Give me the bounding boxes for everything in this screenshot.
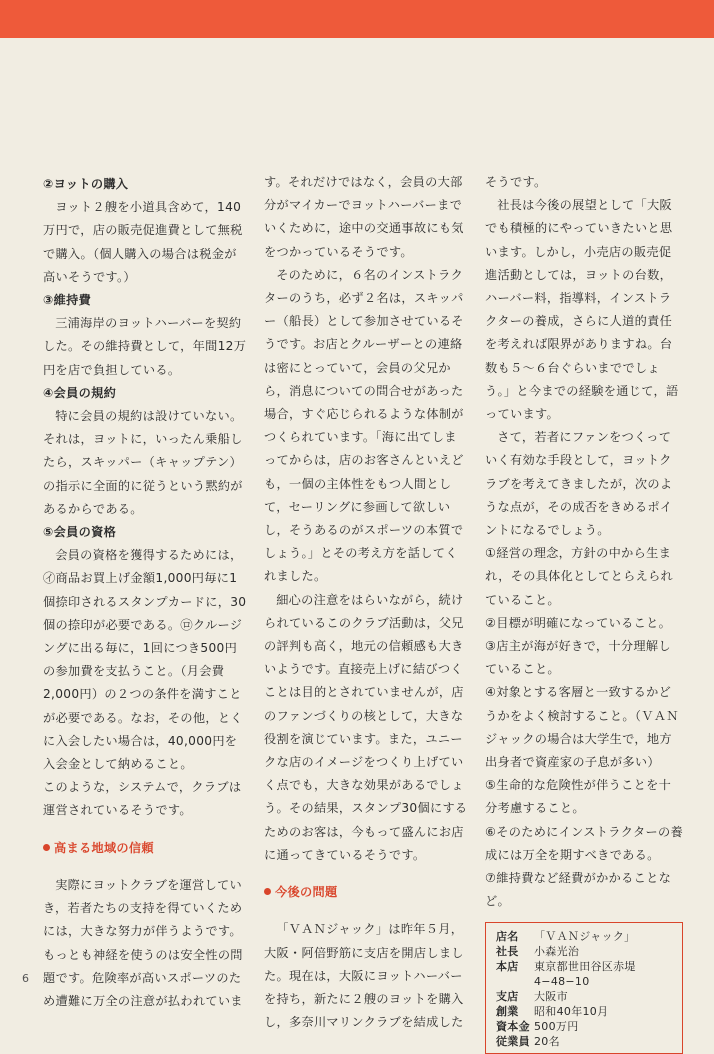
text-line: ⑤生命的な危険性が伴うことを十分考慮すること。 [485,778,672,816]
column-2 [264,171,469,1034]
info-key: 資本金 [496,1019,530,1033]
info-row [496,944,674,959]
section-heading [264,881,469,904]
info-value: 東京都世田谷区赤堤4−48−10 [534,959,636,988]
subheading: ⑤会員の資格 [43,525,117,540]
text-line: ⑥そのためにインストラクターの養成には万全を期すべきである。 [485,824,683,862]
info-value: 昭和40年10月 [534,1004,609,1018]
subheading: ②ヨットの購入 [43,177,129,191]
info-row [496,1019,674,1034]
bullet-dot-icon [264,888,271,895]
text-line: ①経営の理念，方針の中から生まれ，その具体化としてとらえられていること。 [485,546,674,607]
paragraph: そのために，６名のインストラクターのうち，必ず２名は，スキッパー（船長）として参加させているそうです。お店とクルーザーとの連絡は密にとっていて，会員の父兄から，消息についての問合せがあった場合，すぐ応じられるような体制がつくられています。「海に出てしまってからは，店のお客さんといえども，一個の主体性をもつ人間として，セーリングに参画して欲しいし，そうあるのがスポーツの本質でしょう。」とその考え方を話してくれました。 [264,267,464,584]
info-row [496,959,674,989]
paragraph: 実際にヨットクラブを運営していき，若者たちの支持を得ていくためには，大きな努力が伴うようです。もっとも神経を使うのは安全性の問題です。危険率が高いスポーツのため遭難に万全の注意が払われていま [43,877,243,1008]
text-line: ⑦維持費など経費がかかることなど。 [485,871,672,909]
info-key: 創業 [496,1004,519,1018]
info-value: 小森光治 [534,944,580,958]
paragraph: 特に会員の規約は設けていない。それは，ヨットに，いったん乗船したら，スキッパー（キャップテン）の指示に全面的に従うという黙約があるからである。 [43,409,243,516]
paragraph: 社長は今後の展望として「大阪でも積極的にやっていきたいと思います。しかし，小売店の販売促進活動としては，ヨットの台数，ハーバー料，指導料，インストラクターの養成，さらに人道的責任を考えれば限界がありますね。台数も５～６台ぐらいまででしょう。」と今までの経験を通じて，語っています。 [485,198,679,422]
info-value: 大阪市 [534,989,568,1003]
company-info-box [485,922,683,1054]
subheading: ④会員の規約 [43,385,117,400]
text-line: ②目標が明確になっていること。 [485,615,672,630]
column-1 [43,173,248,1013]
bullet-dot-icon [43,844,50,851]
column-3-text [485,171,683,914]
column-3 [485,171,683,1054]
text-line: ③店主が海が好きで，十分理解していること。 [485,639,671,677]
paragraph: 三浦海岸のヨットハーバーを契約した。その維持費として，年間12万円を店で負担している。 [43,316,247,377]
info-row [496,989,674,1004]
info-key: 従業員 [496,1034,530,1048]
text-line: す。それだけではなく，会員の大部分がマイカーでヨットハーバーまでいくために，途中の交通事故にも気をつかっているそうです。 [264,175,464,259]
info-key: 本店 [496,959,519,973]
text-line: ④対象とする客層と一致するかどうかをよく検討すること。（ＶＡＮジャックの場合は大学生で，地方出身者で資産家の子息が多い） [485,685,679,770]
subheading: ③維持費 [43,293,92,308]
info-row [496,1004,674,1019]
paragraph: 細心の注意をはらいながら，続けられているこのクラブ活動は，父兄の評判も高く，地元の信頼感も大きいようです。直接売上げに結びつくことは目的とされていませんが，店のファンづくりの核として，大きな役割を演じています。また，ユニークな店のイメージをつくり上げていく点でも，大きな効果があるでしょう。その結果，スタンプ30個にするためのお客は，今もって盛んにお店に通ってきているそうです。 [264,592,468,862]
page-number: 6 [22,972,29,985]
section-heading-text: 高まる地域の信頼 [54,840,154,855]
paragraph: ヨット２艘を小道具含めて，140万円で，店の販売促進費として無税で購入。（個人購入の場合は税金が高いそうです。） [43,200,243,284]
info-key: 支店 [496,989,519,1003]
info-row [496,1034,674,1049]
info-key: 社長 [496,944,519,958]
section-heading-text: 今後の問題 [275,885,338,900]
info-key: 店名 [496,929,519,943]
info-value: 500万円 [534,1019,579,1033]
info-value: 「ＶＡＮジャック」 [534,929,636,943]
paragraph: 「ＶＡＮジャック」は昨年５月，大阪・阿倍野筋に支店を開店しました。現在は，大阪にヨットハーバーを持ち，新たに２艘のヨットを購入し，多奈川マリンクラブを結成した [264,922,464,1030]
section-heading [43,837,248,860]
info-value: 20名 [534,1034,560,1048]
info-row [496,929,674,944]
top-color-band [0,0,714,38]
text-line: このような，システムで，クラブは運営されているそうです。 [43,780,242,818]
paragraph: 会員の資格を獲得するためには，㋑商品お買上げ金額1,000円毎に1個捺印されるスタンプカードに，30個の捺印が必要である。㋺クルージングに出る毎に，1回につき500円の参加費を支払うこと。（月会費2,000円）の２つの条件を満すことが必要である。なお，その他，とくに入会したい場合は，40,000円を入会金として納めること。 [43,548,247,772]
paragraph: さて，若者にファンをつくっていく有効な手段として，ヨットクラブを考えてきましたが，次のような点が，その成否をきめるポイントになるでしょう。 [485,430,673,538]
text-line: そうです。 [485,175,547,189]
